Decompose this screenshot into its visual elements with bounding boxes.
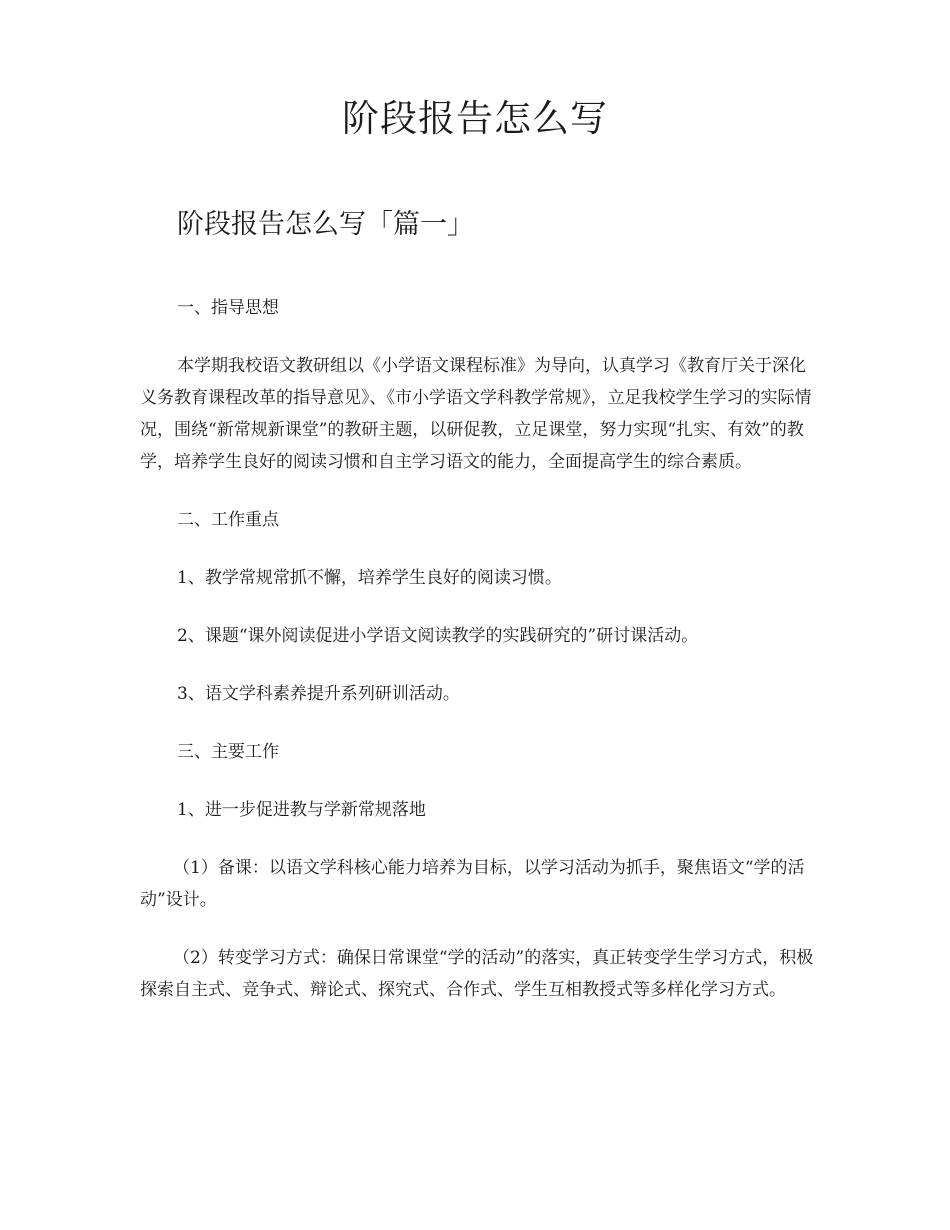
- list-item: 1、进一步促进教与学新常规落地: [177, 800, 426, 820]
- list-item: 1、教学常规常抓不懈，培养学生良好的阅读习惯。: [177, 568, 562, 588]
- section-heading: 阶段报告怎么写「篇一」: [177, 209, 474, 240]
- document-body: [140, 292, 820, 1032]
- heading-main-work: 三、主要工作: [177, 742, 279, 762]
- paragraph-learning-methods: （2）转变学习方式：确保日常课堂“学的活动”的落实，真正转变学生学习方式，积极探索自主式、竞争式、辩论式、探究式、合作式、学生互相教授式等多样化学习方式。: [140, 948, 814, 1000]
- heading-work-focus: 二、工作重点: [177, 510, 279, 530]
- paragraph-lesson-prep: （1）备课：以语文学科核心能力培养为目标，以学习活动为抓手，聚焦语文“学的活动”设计。: [140, 858, 805, 910]
- paragraph-guiding-thought: 本学期我校语文教研组以《小学语文课程标准》为导向，认真学习《教育厅关于深化义务教育课程改革的指导意见》、《市小学语文学科教学常规》，立足我校学生学习的实际情况，围绕“新常规新课堂”的教研主题，以研促教，立足课堂，努力实现“扎实、有效”的教学，培养学生良好的阅读习惯和自主学习语文的能力，全面提高学生的综合素质。: [140, 356, 812, 472]
- heading-guiding-thought: 一、指导思想: [177, 298, 279, 318]
- list-item: 3、语文学科素养提升系列研训活动。: [177, 684, 460, 704]
- list-item: 2、课题“课外阅读促进小学语文阅读教学的实践研究的”研讨课活动。: [177, 626, 699, 646]
- document-title: 阶段报告怎么写: [342, 97, 608, 140]
